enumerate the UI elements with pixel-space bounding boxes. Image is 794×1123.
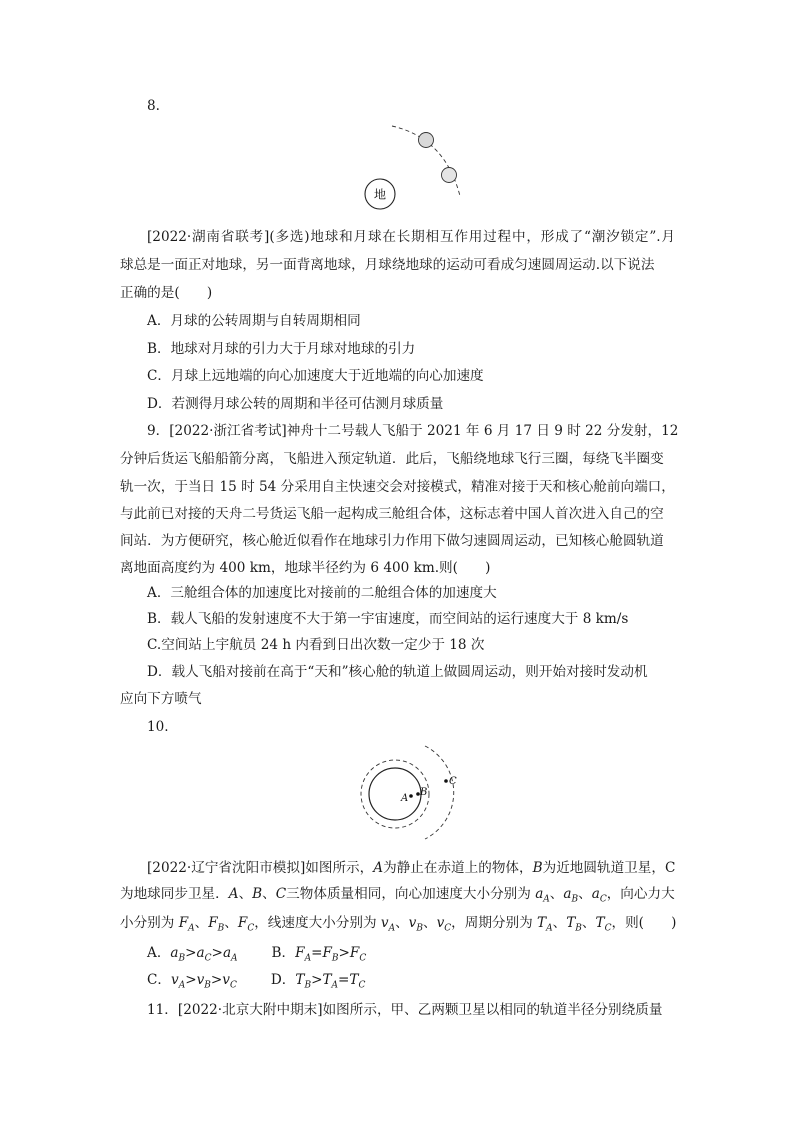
q10-number: 10. — [147, 719, 169, 735]
q9-option-d-cont: 应向下方喷气 — [120, 691, 202, 707]
q8-number: 8. — [147, 98, 160, 114]
q9-option-a: A．三舱组合体的加速度比对接前的二舱组合体的加速度大 — [147, 585, 497, 601]
q9-option-b: B．载人飞船的发射速度不大于第一宇宙速度，而空间站的运行速度大于 8 km/s — [147, 611, 629, 627]
q10-option-a: A．$a_B>a_C>a_A$ — [147, 945, 238, 964]
q10-stem-line-1 — [147, 858, 675, 878]
q10-figure — [355, 744, 465, 844]
q10-stem-line-3 — [120, 913, 676, 939]
q8-stem-line-3: 正确的是( ) — [120, 285, 213, 301]
q10-options-row-1 — [147, 943, 366, 969]
q8-option-b: B．地球对月球的引力大于月球对地球的引力 — [147, 341, 416, 357]
q10-stem-line-2 — [120, 884, 675, 910]
q8-option-d: D．若测得月球公转的周期和半径可估测月球质量 — [147, 396, 444, 412]
q10-option-b: B．$F_A=F_B>F_C$ — [271, 945, 367, 964]
q10-stem-line-2-text: 为地球同步卫星．A、B、C三物体质量相同，向心加速度大小分别为 $a_A$、$a_B$、$a_C$，向心力大 — [120, 886, 675, 905]
q8-option-a: A．月球的公转周期与自转周期相同 — [147, 313, 361, 329]
q9-stem-line-4: 与此前已对接的天舟二号货运飞船一起构成三舱组合体，这标志着中国人首次进入自己的空 — [120, 506, 664, 522]
q10-stem-line-1-text: [2022·辽宁省沈阳市模拟]如图所示，A为静止在赤道上的物体，B为近地圆轨道卫星，C — [147, 860, 676, 876]
q10-options-row-2 — [147, 970, 365, 996]
q9-stem-line-6: 离地面高度约为 400 km，地球半径约为 6 400 km.则( ) — [120, 560, 491, 576]
q9-option-d: D．载人飞船对接前在高于“天和”核心舱的轨道上做圆周运动，则开始对接时发动机 — [147, 664, 648, 680]
label-a: A — [401, 793, 409, 804]
q11-stem-line-1: 11．[2022·北京大附中期末]如图所示，甲、乙两颗卫星以相同的轨道半径分别绕质量 — [147, 1002, 663, 1018]
q9-stem-line-3: 轨一次，于当日 15 时 54 分采用自主快速交会对接模式，精准对接于天和核心舱前向端口， — [120, 479, 675, 495]
q9-stem-line-2: 分钟后货运飞船船箭分离，飞船进入预定轨道．此后，飞船绕地球飞行三圈，每绕飞半圈变 — [120, 451, 664, 467]
q10-option-d: D．$T_B>T_A=T_C$ — [270, 972, 366, 991]
q9-stem-line-1: 9．[2022·浙江省考试]神舟十二号载人飞船于 2021 年 6 月 17 日 9 时 22 分发射，12 — [147, 423, 679, 439]
moon-near — [419, 133, 434, 148]
point-a — [409, 794, 413, 798]
earth-label: 地 — [373, 187, 387, 202]
q10-option-c: C．$v_A>v_B>v_C$ — [147, 972, 237, 991]
q8-stem-line-1: [2022·湖南省联考](多选)地球和月球在长期相互作用过程中，形成了“潮汐锁定”.月 — [147, 229, 675, 245]
q8-figure — [350, 118, 480, 218]
label-c: C — [449, 776, 457, 787]
q10-stem-line-3-text: 小分别为 $F_A$、$F_B$、$F_C$，线速度大小分别为 $v_A$、$v_B$、$v_C$，周期分别为 $T_A$、$T_B$、$T_C$，则( ) — [120, 915, 677, 934]
point-c — [444, 779, 448, 783]
earth-circle — [369, 768, 421, 820]
label-b: B — [420, 787, 428, 798]
moon-far — [442, 168, 457, 183]
q8-option-c: C．月球上远地端的向心加速度大于近地端的向心加速度 — [147, 368, 484, 384]
q9-option-c: C.空间站上宇航员 24 h 内看到日出次数一定少于 18 次 — [147, 637, 485, 653]
q9-stem-line-5: 间站．为方便研究，核心舱近似看作在地球引力作用下做匀速圆周运动，已知核心舱圆轨道 — [120, 533, 664, 549]
q8-stem-line-2: 球总是一面正对地球，另一面背离地球，月球绕地球的运动可看成匀速圆周运动.以下说法 — [120, 257, 655, 273]
